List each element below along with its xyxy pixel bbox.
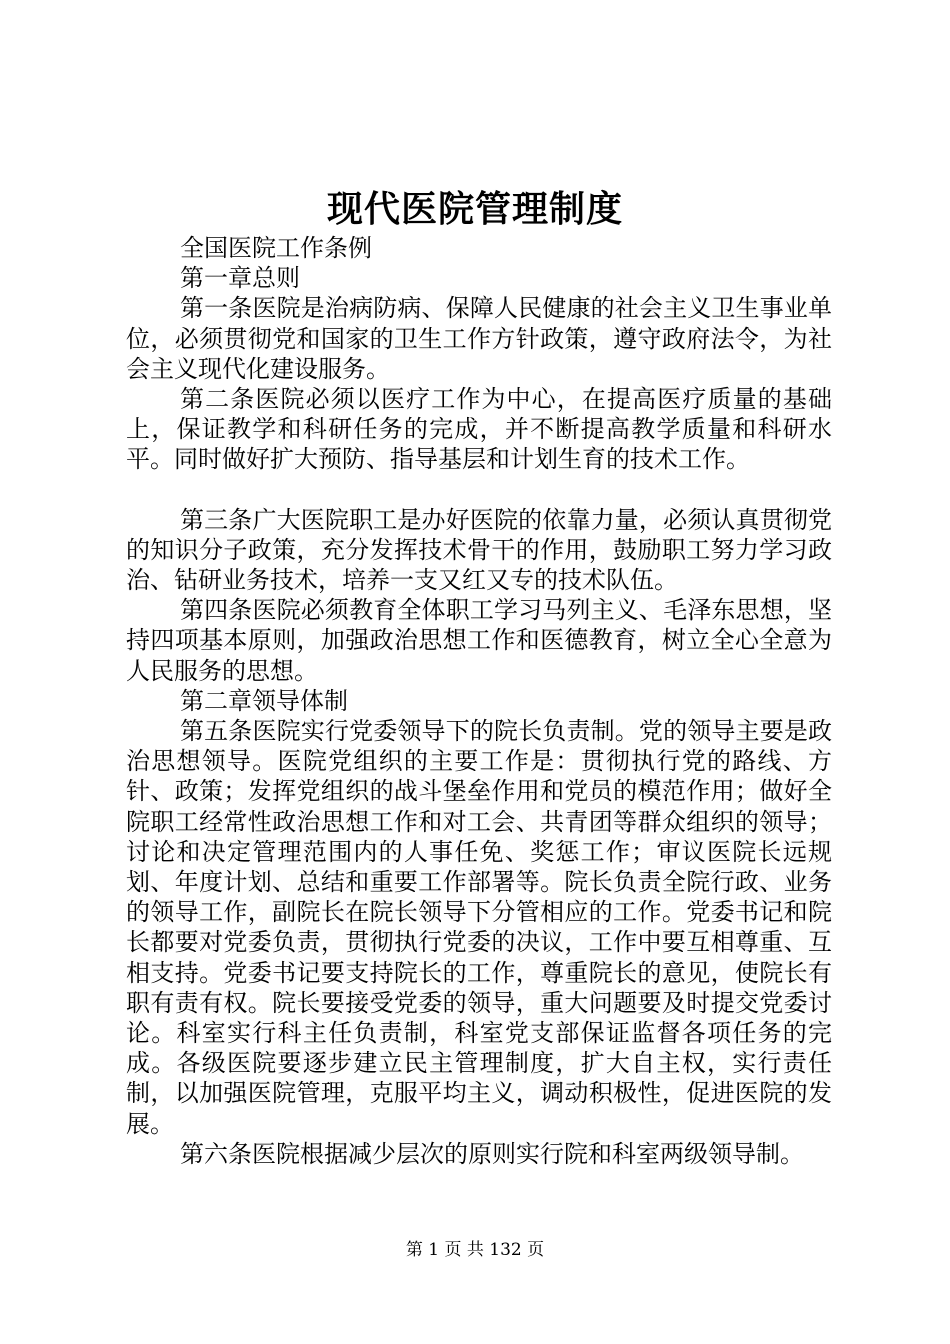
article-paragraph: 第六条医院根据减少层次的原则实行院和科室两级领导制。 xyxy=(180,1139,804,1168)
article-paragraph: 第三条广大医院职工是办好医院的依靠力量，必须认真贯彻党的知识分子政策，充分发挥技术骨干的作用，鼓励职工努力学习政治、钻研业务技术，培养一支又红又专的技术队伍。 xyxy=(126,505,832,595)
page-number-footer: 第 1 页 共 132 页 xyxy=(405,1240,545,1260)
subtitle-paragraph: 全国医院工作条例 xyxy=(180,234,372,262)
chapter-heading: 第二章领导体制 xyxy=(180,686,348,715)
article-paragraph: 第五条医院实行党委领导下的院长负责制。党的领导主要是政治思想领导。医院党组织的主要工作是：贯彻执行党的路线、方针、政策；发挥党组织的战斗堡垒作用和党员的模范作用；做好全院职工经常性政治思想工作和对工会、共青团等群众组织的领导；讨论和决定管理范围内的人事任免、奖惩工作；审议医院长远规划、年度计划、总结和重要工作部署等。院长负责全院行政、业务的领导工作，副院长在院长领导下分管相应的工作。党委书记和院长都要对党委负责，贯彻执行党委的决议，工作中要互相尊重、互相支持。党委书记要支持院长的工作，尊重院长的意见，使院长有职有责有权。院长要接受党委的领导，重大问题要及时提交党委讨论。科室实行科主任负责制，科室党支部保证监督各项任务的完成。各级医院要逐步建立民主管理制度，扩大自主权，实行责任制，以加强医院管理，克服平均主义，调动积极性，促进医院的发展。 xyxy=(126,717,832,1138)
article-paragraph: 第四条医院必须教育全体职工学习马列主义、毛泽东思想，坚持四项基本原则，加强政治思想工作和医德教育，树立全心全意为人民服务的思想。 xyxy=(126,596,832,685)
article-paragraph: 第二条医院必须以医疗工作为中心，在提高医疗质量的基础上，保证教学和科研任务的完成，并不断提高教学质量和科研水平。同时做好扩大预防、指导基层和计划生育的技术工作。 xyxy=(126,385,832,474)
document-title: 现代医院管理制度 xyxy=(326,188,623,230)
chapter-heading: 第一章总则 xyxy=(180,264,300,293)
document-body xyxy=(126,233,832,1169)
article-paragraph: 第一条医院是治病防病、保障人民健康的社会主义卫生事业单位，必须贯彻党和国家的卫生工作方针政策，遵守政府法令，为社会主义现代化建设服务。 xyxy=(126,294,832,383)
